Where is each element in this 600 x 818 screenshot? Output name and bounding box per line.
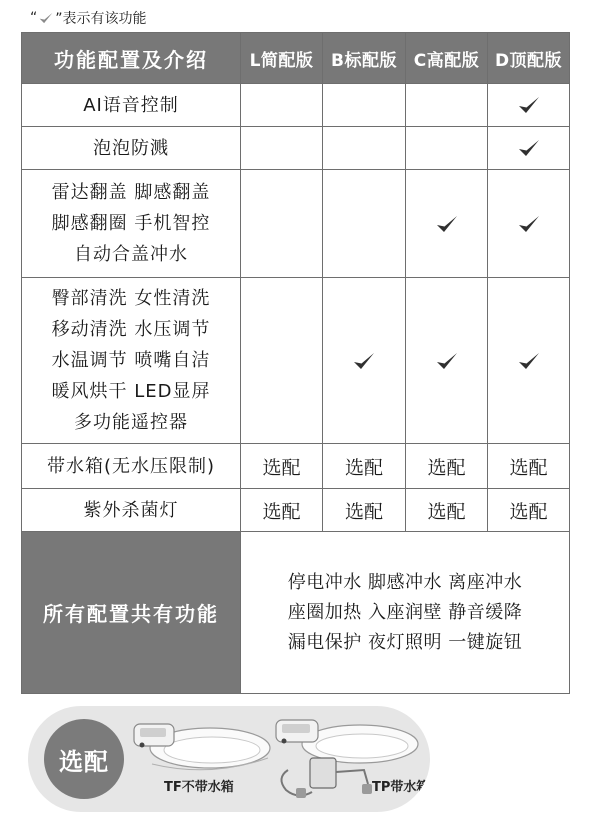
feature-name: [22, 489, 241, 532]
optional-cell-d: 选配: [488, 489, 570, 532]
common-features-list: [241, 532, 570, 694]
feature-line: 脚感翻圈 手机智控: [51, 213, 211, 234]
feature-line: 移动清洗 水压调节: [51, 319, 211, 340]
empty-cell: [323, 170, 406, 278]
feature-row: [22, 489, 570, 532]
feature-name: [22, 444, 241, 489]
feature-line: 水温调节 喷嘴自洁: [51, 350, 211, 371]
optional-cell-b: 选配: [323, 444, 406, 489]
optional-cell-l: 选配: [241, 444, 323, 489]
feature-line: 紫外杀菌灯: [83, 499, 179, 521]
common-features-label: 所有配置共有功能: [22, 532, 241, 694]
empty-cell: [406, 84, 488, 127]
empty-cell: [241, 278, 323, 444]
checkmark-icon: [323, 278, 406, 444]
feature-line: 臀部清洗 女性清洗: [51, 288, 211, 309]
checkmark-icon: [37, 11, 55, 25]
feature-row: [22, 170, 570, 278]
common-feature-line: 停电冲水 脚感冲水 离座冲水: [287, 571, 523, 593]
legend: [30, 8, 147, 28]
common-feature-line: 漏电保护 夜灯照明 一键旋钮: [287, 631, 523, 653]
version-header-b: B标配版: [323, 33, 406, 84]
legend-text: ”表示有该功能: [55, 11, 147, 27]
spec-table: [21, 32, 570, 694]
feature-line: 带水箱(无水压限制): [46, 455, 216, 477]
feature-row: [22, 127, 570, 170]
feature-row: [22, 444, 570, 489]
header-row: [22, 33, 570, 84]
checkmark-icon: [488, 127, 570, 170]
feature-line: 多功能遥控器: [74, 412, 188, 433]
checkmark-icon: [406, 170, 488, 278]
feature-line: 雷达翻盖 脚感翻盖: [51, 182, 211, 203]
version-header-c: C高配版: [406, 33, 488, 84]
optional-badge: 选配: [44, 719, 124, 799]
feature-line: AI语音控制: [83, 94, 179, 116]
checkmark-icon: [488, 84, 570, 127]
product-tp: [268, 712, 428, 808]
empty-cell: [241, 127, 323, 170]
feature-line: 泡泡防溅: [93, 137, 169, 159]
checkmark-icon: [488, 278, 570, 444]
feature-name: [22, 84, 241, 127]
product-caption-tf: TF不带水箱: [164, 780, 234, 795]
product-tf: [128, 714, 278, 804]
checkmark-icon: [406, 278, 488, 444]
feature-line: 自动合盖冲水: [74, 244, 188, 265]
feature-line: 暖风烘干 LED显屏: [51, 381, 211, 402]
product-caption-tp: TP带水箱: [372, 780, 430, 795]
spec-body: [22, 84, 570, 694]
legend-open-quote: “: [30, 10, 38, 26]
version-header-l: L简配版: [241, 33, 323, 84]
common-feature-line: 座圈加热 入座润壁 静音缓降: [287, 601, 523, 623]
feature-name: [22, 278, 241, 444]
optional-cell-d: 选配: [488, 444, 570, 489]
checkmark-icon: [488, 170, 570, 278]
common-features-row: [22, 532, 570, 694]
empty-cell: [241, 84, 323, 127]
optional-cell-l: 选配: [241, 489, 323, 532]
empty-cell: [323, 127, 406, 170]
optional-cell-b: 选配: [323, 489, 406, 532]
feature-row: [22, 278, 570, 444]
feature-row: [22, 84, 570, 127]
version-header-d: D顶配版: [488, 33, 570, 84]
feature-header: 功能配置及介绍: [22, 33, 241, 84]
optional-accessories-panel: [28, 706, 430, 812]
empty-cell: [323, 84, 406, 127]
empty-cell: [241, 170, 323, 278]
optional-cell-c: 选配: [406, 489, 488, 532]
empty-cell: [406, 127, 488, 170]
feature-name: [22, 127, 241, 170]
feature-name: [22, 170, 241, 278]
optional-cell-c: 选配: [406, 444, 488, 489]
